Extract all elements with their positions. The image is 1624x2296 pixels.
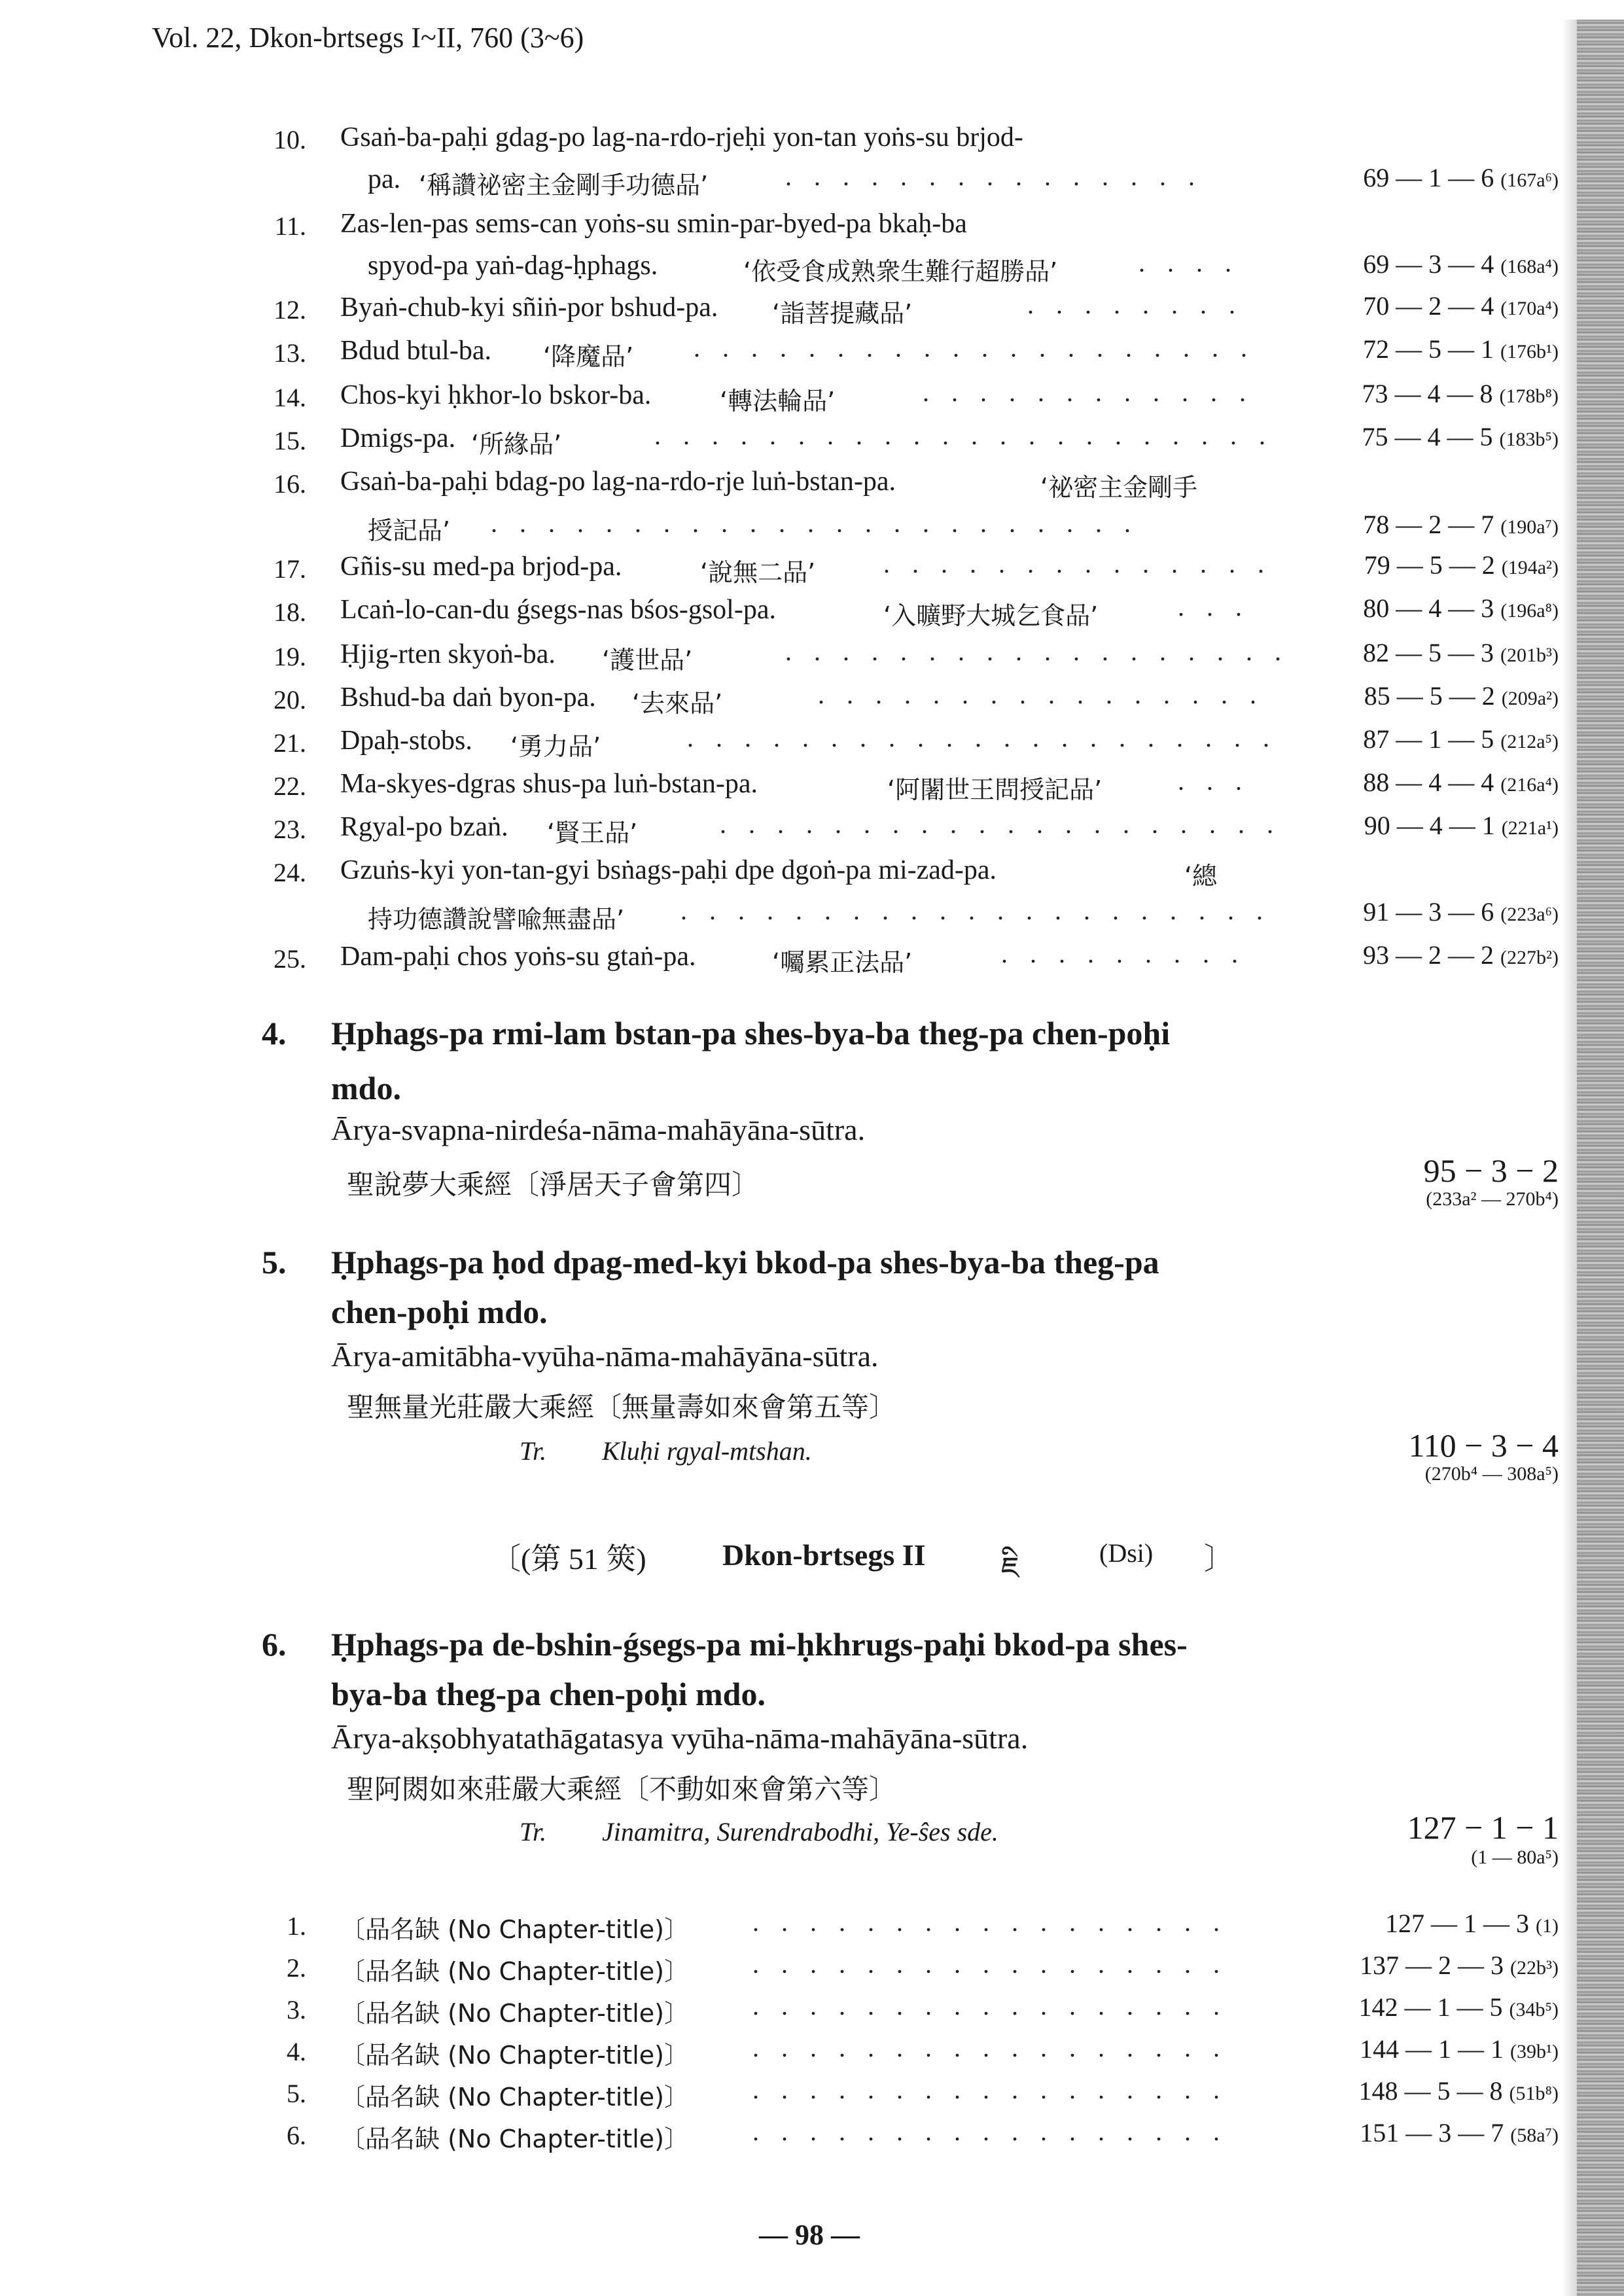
chapter-ref [1360,1950,1559,1981]
ref-value: 88 — 4 — 4 [1363,768,1494,797]
section-tibetan-title: Ḥphags-pa ḥod dpag-med-kyi bkod-pa shes-bya-ba theg-pa [331,1244,1159,1280]
section-tibetan-title-cont: chen-poḥi mdo. [331,1294,548,1330]
leader-dots: . . . . . . . . . . . . . . . . . . . . . [680,896,1271,925]
chapter-title: 〔品名缺 (No Chapter-title)〕 [340,1999,689,2028]
chapter-number: 11. [274,211,306,241]
ref-value: 82 — 5 — 3 [1363,638,1494,667]
chapter-chinese: ‘賢王品’ [547,819,638,847]
ref-value: 142 — 1 — 5 [1358,1992,1503,2022]
folio: (212a⁵) [1500,731,1559,752]
chapter-ref [1359,2075,1559,2106]
translator-name: Jinamitra, Surendrabodhi, Ye-ŝes sde. [602,1817,998,1846]
chapter-chinese: ‘所緣品’ [471,430,562,459]
chapter-ref [1363,593,1559,624]
ref-value: 137 — 2 — 3 [1360,1951,1504,1980]
ref-value: 72 — 5 — 1 [1363,334,1494,364]
tibetan-glyph: ཇི [1001,1550,1020,1585]
ref-value: 151 — 3 — 7 [1360,2118,1504,2147]
chapter-ref [1359,1992,1559,2022]
section-folio: (270b⁴ — 308a⁵) [1424,1463,1559,1485]
folio: (22b³) [1510,1957,1559,1979]
chapter-ref [1360,2034,1559,2064]
chapter-number: 4. [287,2037,306,2066]
leader-dots: . . . . . . . . . . . . . . . . . . [785,637,1289,666]
page-number: — 98 — [759,2219,860,2251]
chapter-title: Dpaḥ-stobs. [340,726,472,756]
leader-dots: . . . . [1139,248,1239,277]
chapter-title: Dmigs-pa. [340,423,456,453]
chapter-title: 〔品名缺 (No Chapter-title)〕 [340,2041,689,2070]
volume-number: 〔(第 51 筴) [491,1542,646,1576]
section-folio: (233a² — 270b⁴) [1426,1188,1559,1210]
leader-dots: . . . . . . . . . . . . . . . . [818,680,1264,709]
running-head: Vol. 22, Dkon-brtsegs I~II, 760 (3~6) [152,22,584,54]
ref-value: 73 — 4 — 8 [1362,379,1493,408]
folio: (167a⁶) [1500,169,1559,191]
folio: (209a²) [1501,688,1559,709]
chapter-chinese: ‘依受食成熟衆生難行超勝品’ [743,257,1058,286]
section-sanskrit-title: Ārya-svapna-nirdeśa-nāma-mahāyāna-sūtra. [331,1113,866,1146]
folio: (58a⁷) [1510,2125,1559,2146]
chapter-title-cont: spyod-pa yaṅ-dag-ḥphags. [368,251,658,281]
chapter-number: 22. [274,771,306,801]
chapter-chinese: ‘降魔品’ [543,342,634,371]
leader-dots: . . . . . . . . . . . . . . [883,549,1272,578]
leader-dots: . . . [1178,592,1250,622]
section-chinese-title: 聖阿閦如來莊嚴大乘經〔不動如來會第六等〕 [347,1773,897,1805]
folio: (1) [1536,1915,1559,1937]
chapter-ref [1360,2117,1559,2148]
ref-value: 78 — 2 — 7 [1363,510,1494,539]
ref-value: 127 — 1 — 3 [1385,1909,1530,1938]
chapter-title: Dam-paḥi chos yoṅs-su gtaṅ-pa. [340,942,696,972]
chapter-ref [1363,249,1559,279]
chapter-ref [1364,810,1559,841]
chapter-chinese: ‘稱讚祕密主金剛手功德品’ [419,171,709,200]
chapter-number: 24. [274,858,306,887]
leader-dots: . . . . . . . . . . . . . . . . . . . . [720,809,1281,839]
folio: (216a⁴) [1500,774,1559,796]
section-chinese-title: 聖說夢大乘經〔淨居天子會第四〕 [347,1169,760,1201]
chapter-title: Gsaṅ-ba-paḥi gdag-po lag-na-rdo-rjeḥi yon-tan yoṅs-su brjod- [340,122,1023,152]
chapter-ref [1363,334,1559,364]
chapter-ref [1362,421,1559,452]
leader-dots: . . . . . . . . . . . . . . . . . [752,2033,1227,2062]
ref-value: 85 — 5 — 2 [1364,681,1495,711]
folio: (183b⁵) [1499,429,1559,450]
section-tibetan-title-cont: bya-ba theg-pa chen-poḥi mdo. [331,1676,766,1712]
chapter-title: Rgyal-po bzaṅ. [340,812,508,842]
ref-value: 69 — 1 — 6 [1363,163,1494,192]
chapter-number: 6. [287,2121,306,2150]
chapter-title: 〔品名缺 (No Chapter-title)〕 [340,1957,689,1986]
ref-value: 93 — 2 — 2 [1363,940,1494,970]
leader-dots: . . . . . . . . . [1001,939,1246,968]
folio: (168a⁴) [1500,256,1559,277]
chapter-number: 17. [274,554,306,584]
folio: (39b¹) [1510,2041,1559,2062]
folio: (201b³) [1500,645,1559,666]
leader-dots: . . . . . . . . . . . . . . . . . [752,1907,1227,1937]
ref-value: 91 — 3 — 6 [1363,897,1494,927]
folio: (51b⁸) [1509,2083,1559,2104]
chapter-number: 2. [287,1953,306,1983]
ref-value: 80 — 4 — 3 [1363,593,1494,623]
chapter-number: 23. [274,815,306,844]
section-ref: 95 − 3 − 2 [1423,1152,1559,1189]
chapter-title: Gñis-su med-pa brjod-pa. [340,552,622,582]
section-chinese-title: 聖無量光莊嚴大乘經〔無量壽如來會第五等〕 [347,1391,897,1423]
chapter-title: Bdud btul-ba. [340,336,491,366]
leader-dots: . . . . . . . . . . . . . . . . . [752,1949,1227,1979]
chapter-chinese: ‘說無二品’ [700,558,816,587]
folio: (227b²) [1500,947,1559,968]
leader-dots: . . . . . . . . . . . . . . . . . [752,2075,1227,2104]
leader-dots: . . . . . . . . . . . . . . . . . [752,1991,1227,2021]
ref-value: 69 — 3 — 4 [1363,249,1494,279]
chapter-ref [1363,509,1559,540]
chapter-chinese: ‘囑累正法品’ [772,948,913,977]
chapter-title: Ḥjig-rten skyoṅ-ba. [340,639,556,669]
chapter-ref [1363,767,1559,798]
section-sanskrit-title: Ārya-akṣobhyatathāgatasya vyūha-nāma-mahāyāna-sūtra. [331,1722,1029,1755]
chapter-number: 1. [287,1911,306,1941]
folio: (194a²) [1501,557,1559,578]
chapter-number: 20. [274,685,306,715]
chapter-number: 16. [274,469,306,499]
chapter-title: Gzuṅs-kyi yon-tan-gyi bsṅags-paḥi dpe dgoṅ-pa mi-zad-pa. [340,855,997,885]
section-number: 5. [262,1244,287,1280]
chapter-number: 3. [287,1995,306,2024]
translator-name: Kluḥi rgyal-mtshan. [602,1436,812,1466]
chapter-number: 5. [287,2079,306,2108]
leader-dots: . . . . . . . . . . . . . . . . . . . . . [687,723,1277,752]
chapter-title: Gsaṅ-ba-paḥi bdag-po lag-na-rdo-rje luṅ-bstan-pa. [340,467,896,497]
chapter-chinese: ‘入曠野大城乞食品’ [883,601,1099,630]
leader-dots: . . . . . . . . [1027,290,1243,319]
chapter-ref [1362,378,1559,409]
chapter-title: Lcaṅ-lo-can-du ǵsegs-nas bśos-gsol-pa. [340,595,776,625]
volume-code: (Dsi) [1099,1538,1154,1568]
leader-dots: . . . . . . . . . . . . . . . . . . . . . . . [491,508,1139,538]
chapter-ref [1364,550,1559,580]
chapter-chinese: ‘勇力品’ [510,732,601,761]
chapter-chinese: ‘詣菩提藏品’ [772,299,913,328]
chapter-chinese: ‘阿闍世王問授記品’ [887,775,1103,804]
chapter-number: 14. [274,383,306,412]
chapter-chinese: ‘護世品’ [602,646,693,675]
folio: (221a¹) [1501,817,1559,839]
chapter-number: 19. [274,642,306,671]
chapter-title: Chos-kyi ḥkhor-lo bskor-ba. [340,380,652,410]
chapter-chinese-cont: 持功德讚說譬喩無盡品’ [368,905,625,934]
volume-name: Dkon-brtsegs II [722,1538,926,1572]
book-spine [1577,20,1624,2296]
section-ref: 110 − 3 − 4 [1408,1427,1559,1464]
ref-value: 144 — 1 — 1 [1360,2034,1504,2064]
chapter-title: Bshud-ba daṅ byon-pa. [340,682,596,713]
folio: (190a⁷) [1500,516,1559,538]
folio: (34b⁵) [1509,1999,1559,2021]
chapter-ref [1363,896,1559,927]
chapter-title: 〔品名缺 (No Chapter-title)〕 [340,2125,689,2153]
chapter-ref [1385,1908,1559,1939]
chapter-chinese: ‘總 [1184,862,1218,891]
folio: (178b⁸) [1499,385,1559,407]
chapter-number: 18. [274,597,306,627]
leader-dots: . . . . . . . . . . . . . . . . . . . . [694,333,1255,362]
volume-bracket-close: 〕 [1204,1542,1234,1576]
ref-value: 79 — 5 — 2 [1364,550,1495,580]
chapter-ref [1363,291,1559,321]
chapter-chinese: ‘祕密主金剛手 [1040,473,1198,502]
translator-label: Tr. [520,1436,547,1466]
chapter-number: 12. [274,295,306,325]
section-tibetan-title: Ḥphags-pa rmi-lam bstan-pa shes-bya-ba theg-pa chen-poḥi [331,1015,1171,1051]
page-edge-shadow [1562,20,1577,2296]
ref-value: 87 — 1 — 5 [1363,724,1494,754]
section-number: 6. [262,1626,287,1663]
leader-dots: . . . . . . . . . . . . . . . . . . . . . . [654,421,1273,450]
section-ref: 127 − 1 − 1 [1407,1809,1559,1846]
chapter-number: 15. [274,426,306,455]
folio: (176b¹) [1500,341,1559,362]
translator-label: Tr. [520,1817,547,1846]
ref-value: 70 — 2 — 4 [1363,291,1494,321]
chapter-number: 25. [274,944,306,974]
chapter-ref [1363,162,1559,193]
folio: (170a⁴) [1500,298,1559,319]
section-folio: (1 — 80a⁵) [1471,1846,1559,1868]
chapter-chinese: ‘轉法輪品’ [720,387,836,415]
section-sanskrit-title: Ārya-amitābha-vyūha-nāma-mahāyāna-sūtra. [331,1339,879,1373]
chapter-number: 13. [274,338,306,368]
chapter-ref [1363,940,1559,970]
ref-value: 148 — 5 — 8 [1358,2076,1503,2106]
chapter-ref [1363,637,1559,668]
chapter-number: 21. [274,728,306,758]
section-tibetan-title: Ḥphags-pa de-bshin-ǵsegs-pa mi-ḥkhrugs-paḥi bkod-pa shes- [331,1626,1188,1663]
leader-dots: . . . . . . . . . . . . [923,378,1254,407]
chapter-ref [1363,724,1559,754]
chapter-title-cont: pa. [368,164,401,194]
section-tibetan-title-cont: mdo. [331,1070,401,1106]
chapter-chinese: ‘去來品’ [632,689,723,718]
chapter-title: Ma-skyes-dgras shus-pa luṅ-bstan-pa. [340,769,758,799]
chapter-ref [1364,680,1559,711]
chapter-title: Byaṅ-chub-kyi sñiṅ-por bshud-pa. [340,292,718,323]
chapter-title: 〔品名缺 (No Chapter-title)〕 [340,2083,689,2111]
ref-value: 75 — 4 — 5 [1362,422,1493,451]
chapter-chinese-cont: 授記品’ [368,516,451,545]
leader-dots: . . . [1178,766,1250,796]
leader-dots: . . . . . . . . . . . . . . . . . [752,2117,1227,2146]
chapter-title: Zas-len-pas sems-can yoṅs-su smin-par-byed-pa bkaḥ-ba [340,209,967,239]
section-number: 4. [262,1015,287,1051]
leader-dots: . . . . . . . . . . . . . . . [785,162,1203,191]
folio: (223a⁶) [1500,904,1559,925]
folio: (196a⁸) [1500,600,1559,622]
chapter-number: 10. [274,125,306,154]
ref-value: 90 — 4 — 1 [1364,811,1495,840]
chapter-title: 〔品名缺 (No Chapter-title)〕 [340,1915,689,1944]
